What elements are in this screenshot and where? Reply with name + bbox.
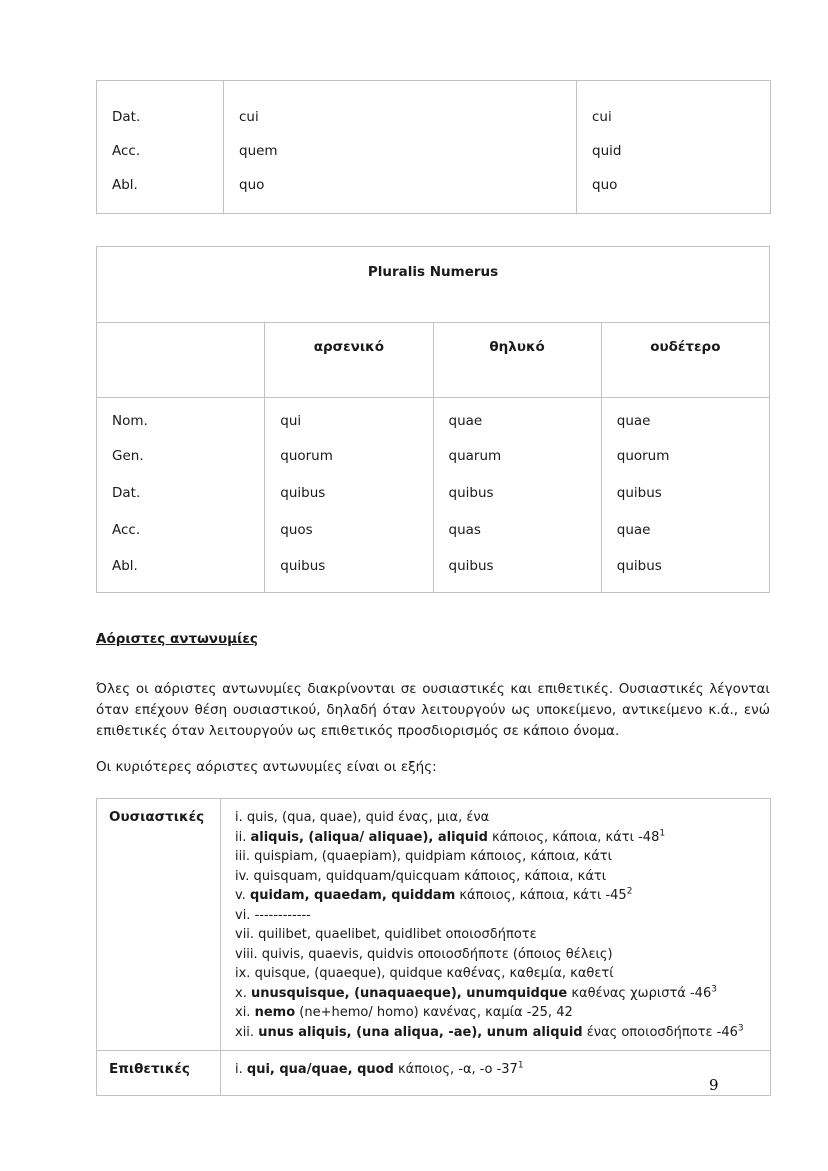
- feminine-header: θηλυκό: [433, 323, 601, 398]
- list-item: i. qui, qua/quae, quod κάποιος, -α, -ο $-37^1$: [235, 1060, 524, 1077]
- indefinite-pronouns-table: [96, 798, 771, 1096]
- gender-header-row: [97, 323, 770, 398]
- table-title: Pluralis Numerus: [97, 247, 770, 323]
- section-heading: Αόριστες αντωνυμίες: [96, 631, 258, 647]
- table-title-row: [97, 247, 770, 323]
- form-cell: quibus: [601, 549, 769, 593]
- list-item: xii. unus aliquis, (una aliqua, -ae), unum aliquid ένας οποιοσδήποτε $-46^3$: [235, 1023, 744, 1040]
- form-cell: quid: [577, 134, 771, 169]
- list-intro-text: Οι κυριότερες αόριστες αντωνυμίες είναι οι εξής:: [96, 759, 437, 775]
- list-item: vi. ------------: [235, 907, 311, 923]
- body-paragraph: Όλες οι αόριστες αντωνυμίες διακρίνονται σε ουσιαστικές και επιθετικές. Ουσιαστικές λέγονται όταν επέχουν θέση ουσιαστικού, δηλαδή όταν λειτουργούν ως υποκείμενο, αντικείμενο κ.ά., ενώ επιθετικές όταν λειτουργούν ως επιθετικός προσδιορισμός σε κάποιο όνομα.: [96, 681, 770, 739]
- form-cell: quorum: [265, 438, 433, 475]
- list-item: ii. aliquis, (aliqua/ aliquae), aliquid κάποιος, κάποια, κάτι $-48^1$: [235, 828, 666, 845]
- pronoun-list-cell: [221, 799, 771, 1051]
- form-cell: quarum: [433, 438, 601, 475]
- substantive-row: [97, 799, 771, 1051]
- form-cell: quos: [265, 512, 433, 549]
- list-item: iii. quispiam, (quaepiam), quidpiam κάποιος, κάποια, κάτι: [235, 849, 613, 864]
- declension-row: [97, 134, 771, 169]
- substantive-pronoun-list: [235, 808, 760, 1042]
- neuter-header: ουδέτερο: [601, 323, 769, 398]
- list-item: viii. quivis, quaevis, quidvis οποιοσδήποτε (όποιος θέλεις): [235, 946, 613, 962]
- declension-row: [97, 169, 771, 214]
- form-cell: cui: [577, 81, 771, 134]
- case-label-cell: Abl.: [97, 549, 265, 593]
- singular-declension-table: [96, 80, 771, 214]
- list-item: v. quidam, quaedam, quiddam κάποιος, κάποια, κάτι $-45^2$: [235, 886, 633, 903]
- category-label-cell: Επιθετικές: [97, 1051, 221, 1096]
- form-cell: quorum: [601, 438, 769, 475]
- form-cell: quibus: [265, 549, 433, 593]
- form-cell: quas: [433, 512, 601, 549]
- case-label-cell: Nom.: [97, 398, 265, 438]
- list-item: iv. quisquam, quidquam/quicquam κάποιος, κάποια, κάτι: [235, 868, 607, 884]
- declension-row: [97, 512, 770, 549]
- form-cell: qui: [265, 398, 433, 438]
- form-cell: quibus: [601, 475, 769, 512]
- form-cell: quo: [224, 169, 577, 214]
- form-cell: quem: [224, 134, 577, 169]
- declension-row: [97, 81, 771, 134]
- empty-header-cell: [97, 323, 265, 398]
- form-cell: quibus: [265, 475, 433, 512]
- case-label-cell: Acc.: [97, 134, 224, 169]
- form-cell: quibus: [433, 475, 601, 512]
- list-item: x. unusquisque, (unaquaeque), unumquidque καθένας χωριστά $-46^3$: [235, 984, 717, 1001]
- declension-row: [97, 438, 770, 475]
- masculine-header: αρσενικό: [265, 323, 433, 398]
- adjectival-row: [97, 1051, 771, 1096]
- list-item: xi. nemo (ne+hemo/ homo) κανένας, καμία -25, 42: [235, 1005, 573, 1020]
- declension-row: [97, 549, 770, 593]
- case-label-cell: Abl.: [97, 169, 224, 214]
- plural-declension-table: [96, 246, 770, 593]
- page-number: 9: [709, 1076, 719, 1094]
- list-item: vii. quilibet, quaelibet, quidlibet οποιοσδήποτε: [235, 927, 537, 942]
- case-label-cell: Dat.: [97, 475, 265, 512]
- category-label-cell: Ουσιαστικές: [97, 799, 221, 1051]
- declension-row: [97, 475, 770, 512]
- adjectival-pronoun-list: [235, 1060, 760, 1080]
- case-label-cell: Acc.: [97, 512, 265, 549]
- list-item: i. quis, (qua, quae), quid ένας, μια, ένα: [235, 810, 490, 825]
- case-label-cell: Dat.: [97, 81, 224, 134]
- form-cell: cui: [224, 81, 577, 134]
- case-label-cell: Gen.: [97, 438, 265, 475]
- form-cell: quae: [433, 398, 601, 438]
- pronoun-list-cell: [221, 1051, 771, 1096]
- declension-row: [97, 398, 770, 438]
- list-item: ix. quisque, (quaeque), quidque καθένας, καθεμία, καθετί: [235, 966, 614, 981]
- form-cell: quibus: [433, 549, 601, 593]
- form-cell: quae: [601, 512, 769, 549]
- form-cell: quae: [601, 398, 769, 438]
- form-cell: quo: [577, 169, 771, 214]
